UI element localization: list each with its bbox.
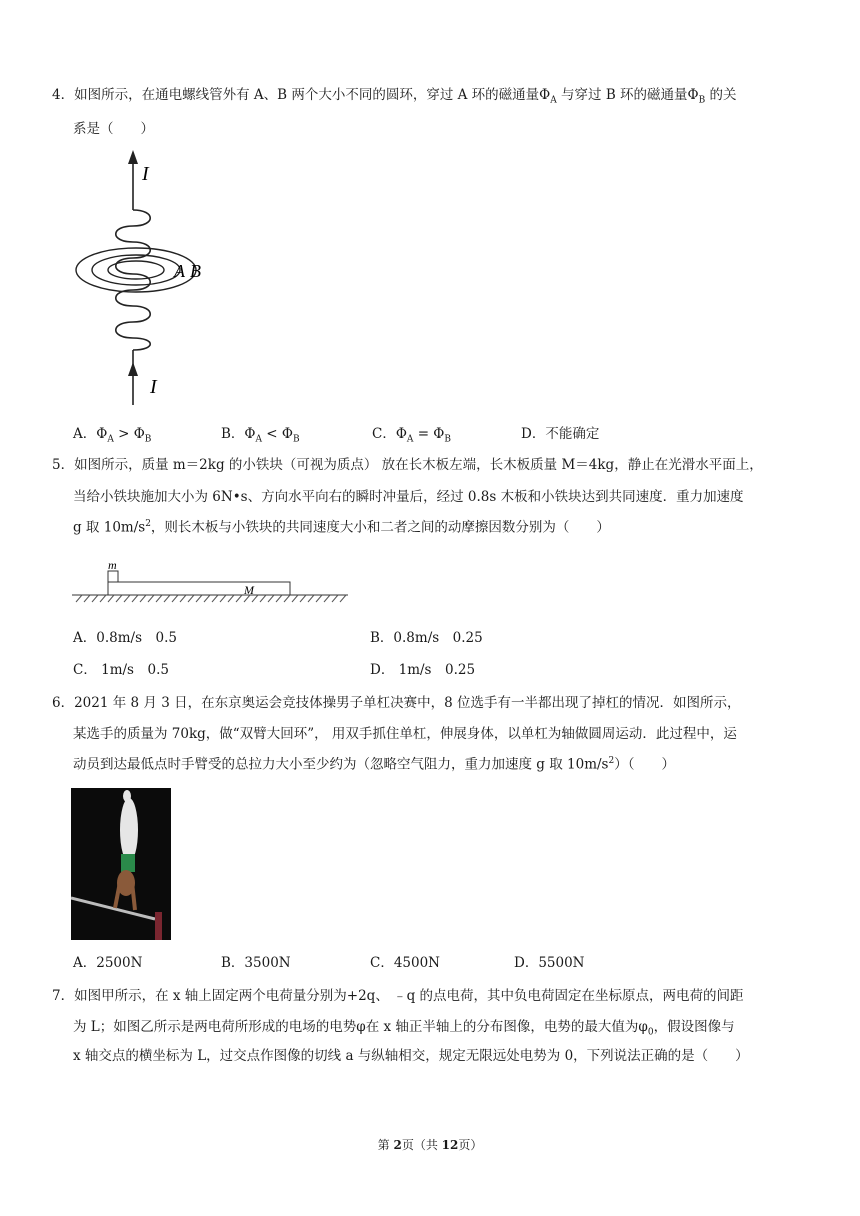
q5-option-b[interactable]: B．0.8m/s 0.25	[370, 630, 483, 646]
label-M: M	[244, 583, 254, 597]
q5-option-a[interactable]: A．0.8m/s 0.5	[73, 630, 177, 646]
q5-line-2: 当给小铁块施加大小为 6N•s、方向水平向右的瞬时冲量后，经过 0.8s 木板和小铁块达到共同速度．重力加速度	[73, 489, 744, 505]
current-label-bottom: I	[150, 376, 157, 398]
q5-option-d[interactable]: D． 1m/s 0.25	[370, 662, 476, 678]
gymnast-photo	[71, 788, 171, 940]
q4-option-d[interactable]: D．不能确定	[521, 426, 600, 442]
solenoid-figure	[66, 150, 226, 410]
q6-option-b[interactable]: B．3500N	[221, 955, 291, 971]
q7-line-1: 7．如图甲所示，在 x 轴上固定两个电荷量分别为+2q、 ﹣q 的点电荷，其中负电荷固定在坐标原点，两电荷的间距	[52, 988, 744, 1004]
q4-line-1: 4．如图所示，在通电螺线管外有 A、B 两个大小不同的圆环，穿过 A 环的磁通量$\Phi_A$ 与穿过 B 环的磁通量$\Phi_B$ 的关	[52, 87, 737, 106]
ring-label-a: A	[174, 261, 185, 281]
q5-option-c[interactable]: C． 1m/s 0.5	[73, 662, 169, 678]
q6-option-c[interactable]: C．4500N	[370, 955, 440, 971]
block-board-figure	[72, 558, 352, 608]
q6-line-2: 某选手的质量为 70kg，做“双臂大回环”， 用双手抓住单杠，伸展身体，以单杠为轴做圆周运动．此过程中，运	[73, 726, 737, 742]
q4-option-c[interactable]: C．$\Phi_A = \Phi_B$	[372, 426, 451, 445]
page-total: 12	[441, 1138, 459, 1152]
q6-line-3: 动员到达最低点时手臂受的总拉力大小至少约为（忽略空气阻力，重力加速度 g 取 $10m/s^2$）（ ）	[73, 756, 675, 773]
current-label-top: I	[142, 163, 149, 185]
q6-line-1: 6．2021 年 8 月 3 日，在东京奥运会竞技体操男子单杠决赛中，8 位选手有一半都出现了掉杠的情况．如图所示，	[52, 695, 741, 711]
page-footer: 第 2页（共 12页）	[377, 1138, 483, 1152]
ring-label-b: B	[190, 261, 201, 281]
q7-line-3: x 轴交点的横坐标为 L，过交点作图像的切线 a 与纵轴相交，规定无限远处电势为 0，下列说法正确的是（ ）	[73, 1048, 749, 1064]
label-m: m	[108, 558, 117, 572]
q5-line-1: 5．如图所示，质量 m＝2kg 的小铁块（可视为质点） 放在长木板左端，长木板质量 M＝4kg，静止在光滑水平面上，	[52, 457, 763, 473]
page-number: 2	[393, 1138, 402, 1152]
q7-line-2: 为 L；如图乙所示是两电荷所形成的电场的电势φ在 x 轴正半轴上的分布图像，电势的最大值为$\varphi_0$，假设图像与	[73, 1019, 735, 1038]
q6-option-a[interactable]: A．2500N	[73, 955, 143, 971]
q6-option-d[interactable]: D．5500N	[514, 955, 585, 971]
q4-line-2: 系是（ ）	[73, 121, 154, 137]
q5-line-3: g 取 $10m/s^2$，则长木板与小铁块的共同速度大小和二者之间的动摩擦因数分别为（ ）	[73, 519, 610, 536]
q4-option-a[interactable]: A．$\Phi_A > \Phi_B$	[73, 426, 152, 445]
q4-option-b[interactable]: B．$\Phi_A < \Phi_B$	[221, 426, 300, 445]
